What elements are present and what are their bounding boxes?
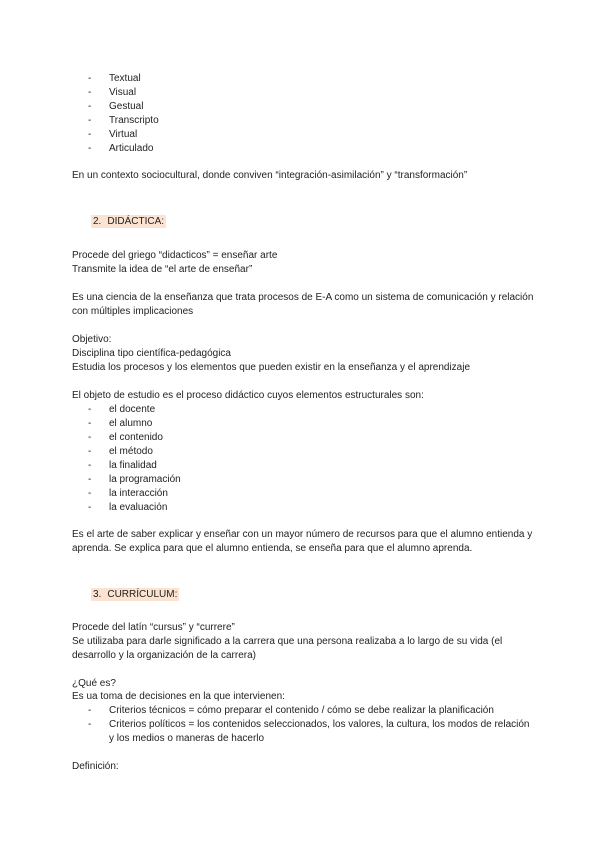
- list-item: - el docente: [88, 404, 156, 415]
- list-item: - Visual: [88, 87, 137, 98]
- art-line2: aprenda. Se explica para que el alumno entienda, se enseña para que el alumno aprenda.: [72, 543, 473, 554]
- list-item: - el método: [88, 446, 153, 457]
- context-paragraph: En un contexto sociocultural, donde conviven “integración-asimilación” y “transformación”: [72, 170, 468, 181]
- didactica-idea: Transmite la idea de “el arte de enseñar”: [72, 264, 253, 275]
- question: ¿Qué es?: [72, 678, 116, 689]
- elements-intro: El objeto de estudio es el proceso didáctico cuyos elementos estructurales son:: [72, 390, 424, 401]
- didactica-science-line1: Es una ciencia de la enseñanza que trata procesos de E-A como un sistema de comunicación y relación: [72, 292, 534, 303]
- list-item: - Virtual: [88, 129, 138, 140]
- list-item: - Transcripto: [88, 115, 159, 126]
- list-item: - el alumno: [88, 418, 153, 429]
- formats-list: [88, 72, 540, 156]
- list-item: - Criterios políticos = los contenidos seleccionados, los valores, la cultura, los modos de relación: [88, 719, 530, 730]
- list-item: - la interacción: [88, 488, 168, 499]
- list-item: y los medios o maneras de hacerlo: [109, 733, 265, 744]
- section-heading-curriculum: 3. CURRÍCULUM:: [93, 589, 178, 600]
- art-line1: Es el arte de saber explicar y enseñar con un mayor número de recursos para que el alumno entienda y: [72, 529, 533, 540]
- curriculum-origin: Procede del latín “cursus” y “currere”: [72, 622, 235, 633]
- criteria-list: [88, 704, 540, 746]
- definition-label: Definición:: [72, 761, 119, 772]
- curriculum-meaning-line2: desarrollo y la organización de la carrera): [72, 650, 256, 661]
- objective-label: Objetivo:: [72, 334, 112, 345]
- objective-line2: Estudia los procesos y los elementos que pueden existir en la enseñanza y el aprendizaje: [72, 362, 471, 373]
- didactica-science-line2: con múltiples implicaciones: [72, 306, 194, 317]
- curriculum-meaning-line1: Se utilizaba para darle significado a la carrera que una persona realizaba a lo largo de su vida (el: [72, 636, 503, 647]
- section-heading-didactica: 2. DIDÁCTICA:: [93, 216, 165, 227]
- list-item: - Textual: [88, 73, 141, 84]
- elements-list: [88, 403, 540, 515]
- list-item: - Articulado: [88, 143, 154, 154]
- objective-line1: Disciplina tipo científica-pedagógica: [72, 348, 231, 359]
- list-item: - el contenido: [88, 432, 163, 443]
- list-item: - Gestual: [88, 101, 144, 112]
- list-item: - la evaluación: [88, 502, 168, 513]
- list-item: - la finalidad: [88, 460, 157, 471]
- decision-intro: Es ua toma de decisiones en la que intervienen:: [72, 691, 285, 702]
- didactica-origin: Procede del griego “didacticos” = enseñar arte: [72, 250, 278, 261]
- list-item: - la programación: [88, 474, 181, 485]
- list-item: - Criterios técnicos = cómo preparar el contenido / cómo se debe realizar la planificación: [88, 705, 494, 716]
